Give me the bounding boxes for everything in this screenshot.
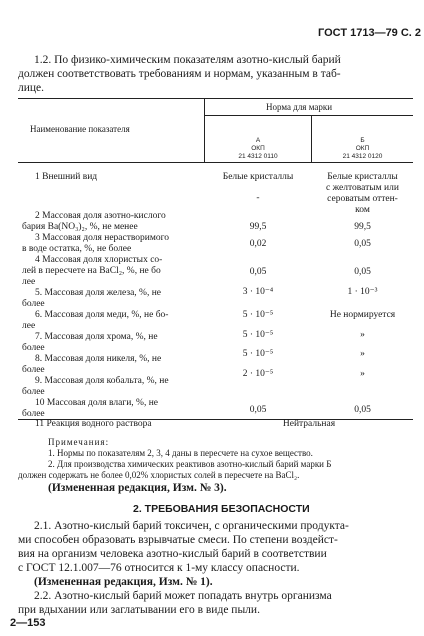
p22-line-1: 2.2. Азотно-кислый барий может попадать внутрь организма: [34, 590, 332, 602]
row-5-grade-a: 3 · 10⁻⁴: [242, 287, 274, 297]
row-10-label-2: более: [22, 409, 45, 419]
grade-a-code: 21 4312 0110: [238, 153, 278, 160]
row-6-grade-b: Не нормируется: [329, 310, 396, 320]
p21-line-3: вия на организм человека азотно-кислый барий в соответствии: [18, 548, 327, 560]
row-1-grade-b-4: ком: [355, 205, 370, 215]
grade-b-letter: Б: [360, 137, 365, 144]
row-2-label-1: 2 Массовая доля азотно-кислого: [35, 211, 166, 221]
intro-line-2: должен соответствовать требованиям и нормам, указанным в таб-: [18, 68, 341, 80]
row-8-grade-b: »: [360, 349, 365, 359]
row-1-grade-a: Белые кристаллы: [222, 172, 294, 182]
p21-line-4: с ГОСТ 12.1.007—76 относится к 1-му классу опасности.: [18, 562, 300, 574]
row-4-label-3: лее: [22, 277, 36, 287]
amendment-note-3: (Измененная редакция, Изм. № 3).: [48, 482, 227, 494]
amendment-note-1: (Измененная редакция, Изм. № 1).: [34, 576, 213, 588]
grade-a-letter: А: [255, 137, 261, 144]
grade-b-okp: ОКП: [355, 145, 370, 152]
row-5-label-2: более: [22, 299, 45, 309]
row-9-label-1: 9. Массовая доля кобальта, %, не: [35, 376, 169, 386]
row-6-label-2: лее: [22, 321, 36, 331]
row-4-label-2: лей в пересчете на BaCl₂, %, не бо: [22, 266, 161, 276]
grade-b-header: [312, 137, 413, 161]
table-top-rule: [18, 98, 413, 99]
row-3-grade-a: 0,02: [249, 239, 267, 249]
table-header-rule: [18, 162, 413, 163]
p21-line-2: ми способен образовать взрывчатые смеси. По степени воздейст-: [18, 534, 338, 546]
note-2-line-1: 2. Для производства химических реактивов азотно-кислый барий марки Б: [48, 459, 332, 469]
column-header-norm: Норма для марки: [266, 102, 333, 112]
row-3-label-1: 3 Массовая доля нерастворимого: [35, 233, 170, 243]
row-8-label-2: более: [22, 365, 45, 375]
row-4-grade-a: 0,05: [249, 267, 267, 277]
row-7-grade-a: 5 · 10⁻⁵: [242, 330, 274, 340]
row-11-value: Нейтральная: [282, 419, 336, 429]
row-2-grade-a: 99,5: [249, 222, 267, 232]
row-6-grade-a: 5 · 10⁻⁵: [242, 310, 274, 320]
intro-line-3: лице.: [18, 82, 45, 94]
section-2-title: 2. ТРЕБОВАНИЯ БЕЗОПАСНОСТИ: [133, 503, 310, 515]
column-header-indicator: Наименование показателя: [30, 124, 130, 134]
row-11-label: 11 Реакция водного раствора: [35, 419, 152, 429]
row-5-label-1: 5. Массовая доля железа, %, не: [35, 288, 162, 298]
document-header: ГОСТ 1713—79 С. 2: [318, 27, 422, 39]
row-10-grade-b: 0,05: [354, 405, 371, 415]
row-1-grade-a-dash: -: [256, 193, 260, 203]
row-9-label-2: более: [22, 387, 45, 397]
row-6-label-1: 6. Массовая доля меди, %, не бо-: [35, 310, 169, 320]
note-1: 1. Нормы по показателям 2, 3, 4 даны в пересчете на сухое вещество.: [48, 448, 313, 458]
grade-b-code: 21 4312 0120: [342, 153, 383, 160]
row-10-label-1: 10 Массовая доля влаги, %, не: [35, 398, 158, 408]
table-norm-rule: [205, 115, 413, 116]
row-1-grade-b-2: с желтоватым или: [326, 183, 399, 193]
row-4-label-1: 4 Массовая доля хлористых со-: [35, 255, 163, 265]
row-3-grade-b: 0,05: [354, 239, 371, 249]
row-1-label: 1 Внешний вид: [35, 172, 98, 182]
row-8-label-1: 8. Массовая доля никеля, %, не: [35, 354, 162, 364]
p21-line-1: 2.1. Азотно-кислый барий токсичен, с органическими продукта-: [34, 520, 349, 532]
row-1-grade-b-3: сероватым оттен-: [327, 194, 398, 204]
row-3-label-2: в воде остатка, %, не более: [22, 244, 132, 254]
p22-line-2: при вдыхании или заглатывании его в виде пыли.: [18, 604, 260, 616]
grade-a-okp: ОКП: [251, 145, 265, 152]
note-2-line-2: должен содержать не более 0,02% хлористых солей в пересчете на BaCl₂.: [18, 470, 300, 480]
row-2-grade-b: 99,5: [354, 222, 371, 232]
page-number: 2—153: [10, 617, 46, 629]
row-8-grade-a: 5 · 10⁻⁵: [242, 349, 274, 359]
notes-title: Примечания:: [48, 437, 110, 447]
intro-line-1: 1.2. По физико-химическим показателям азотно-кислый барий: [34, 54, 341, 66]
row-7-label-2: более: [22, 343, 45, 353]
row-4-grade-b: 0,05: [354, 267, 371, 277]
row-7-grade-b: »: [360, 330, 365, 340]
row-9-grade-a: 2 · 10⁻⁵: [242, 369, 274, 379]
grade-a-header: [205, 137, 311, 161]
row-10-grade-a: 0,05: [249, 405, 267, 415]
row-5-grade-b: 1 · 10⁻³: [347, 287, 378, 297]
row-2-label-2: бария Ba(NO₃)₂, %, не менее: [22, 222, 138, 232]
row-1-grade-b-1: Белые кристаллы: [327, 172, 398, 182]
row-9-grade-b: »: [360, 369, 365, 379]
row-7-label-1: 7. Массовая доля хрома, %, не: [35, 332, 158, 342]
